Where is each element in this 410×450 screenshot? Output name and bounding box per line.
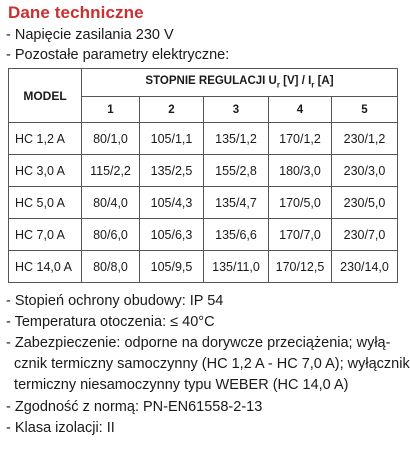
model-header: MODEL (9, 69, 82, 123)
table-header-row (9, 69, 398, 97)
value-cell: 135/1,2 (204, 123, 269, 155)
value-cell: 180/3,0 (269, 155, 332, 187)
value-cell: 105/1,1 (140, 123, 204, 155)
intro-line-parameters: - Pozostałe parametry elektryczne: (6, 47, 230, 63)
step-header: 1 (82, 97, 140, 123)
table-row (9, 155, 398, 187)
value-cell: 230/7,0 (332, 219, 398, 251)
parameters-table (8, 68, 398, 283)
value-cell: 80/8,0 (82, 251, 140, 283)
table-row (9, 123, 398, 155)
value-cell: 170/1,2 (269, 123, 332, 155)
note-protection-line-2: cznik termiczny samoczynny (HC 1,2 A - HC 7,0 A); wyłącznik (6, 356, 410, 372)
step-header: 3 (204, 97, 269, 123)
model-cell: HC 7,0 A (9, 219, 82, 251)
note-ambient-temperature: - Temperatura otoczenia: ≤ 40°C (6, 314, 215, 330)
section-title: Dane techniczne (8, 3, 144, 22)
model-cell: HC 3,0 A (9, 155, 82, 187)
note-protection-line-1: - Zabezpieczenie: odporne na dorywcze przeciążenia; wyłą- (6, 335, 391, 351)
value-cell: 80/6,0 (82, 219, 140, 251)
value-cell: 105/6,3 (140, 219, 204, 251)
model-cell: HC 1,2 A (9, 123, 82, 155)
value-cell: 230/3,0 (332, 155, 398, 187)
intro-line-voltage: - Napięcie zasilania 230 V (6, 27, 174, 43)
note-protection-line-3: termiczny niesamoczynny typu WEBER (HC 14,0 A) (6, 377, 349, 393)
value-cell: 80/4,0 (82, 187, 140, 219)
step-header: 2 (140, 97, 204, 123)
note-protection-class: - Stopień ochrony obudowy: IP 54 (6, 293, 224, 309)
value-cell: 80/1,0 (82, 123, 140, 155)
value-cell: 230/5,0 (332, 187, 398, 219)
value-cell: 170/12,5 (269, 251, 332, 283)
table-row (9, 219, 398, 251)
value-cell: 135/11,0 (204, 251, 269, 283)
value-cell: 135/6,6 (204, 219, 269, 251)
value-cell: 230/1,2 (332, 123, 398, 155)
value-cell: 155/2,8 (204, 155, 269, 187)
value-cell: 135/2,5 (140, 155, 204, 187)
model-cell: HC 5,0 A (9, 187, 82, 219)
value-cell: 170/7,0 (269, 219, 332, 251)
value-cell: 105/9,5 (140, 251, 204, 283)
table-row (9, 187, 398, 219)
regulation-steps-header: STOPNIE REGULACJI $U_r$ $[V] / I_r$ [A] (82, 69, 398, 97)
step-header: 5 (332, 97, 398, 123)
note-insulation-class: - Klasa izolacji: II (6, 420, 115, 436)
table-row (9, 251, 398, 283)
value-cell: 105/4,3 (140, 187, 204, 219)
value-cell: 135/4,7 (204, 187, 269, 219)
value-cell: 230/14,0 (332, 251, 398, 283)
value-cell: 170/5,0 (269, 187, 332, 219)
value-cell: 115/2,2 (82, 155, 140, 187)
step-header: 4 (269, 97, 332, 123)
note-standard-compliance: - Zgodność z normą: PN-EN61558-2-13 (6, 399, 263, 415)
model-cell: HC 14,0 A (9, 251, 82, 283)
